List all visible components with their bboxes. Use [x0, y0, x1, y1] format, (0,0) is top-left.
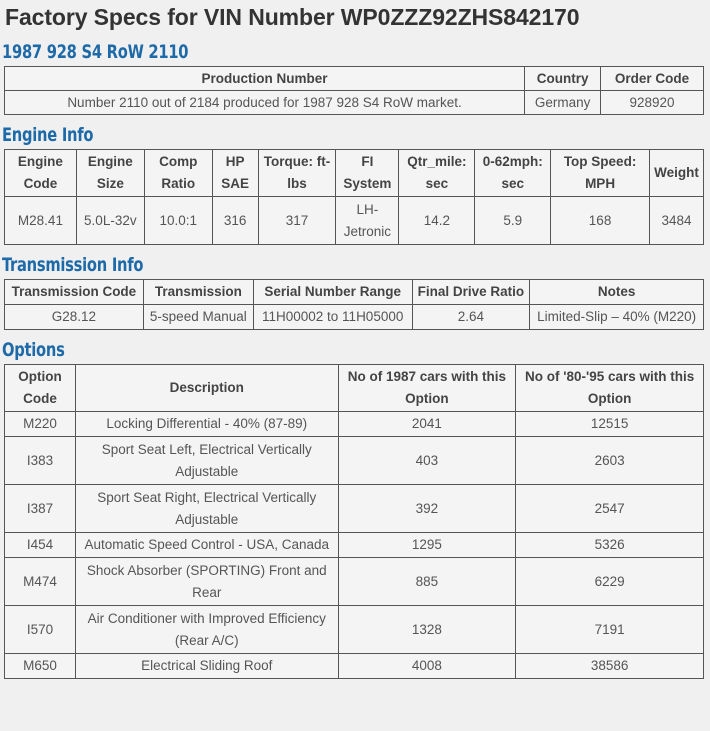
production-number: Number 2110 out of 2184 produced for 1987 928 S4 RoW market. — [5, 91, 525, 115]
header-zero-to-62: 0-62mph: sec — [475, 150, 551, 197]
option-count-80-95: 38586 — [516, 654, 704, 679]
header-count-80-95: No of '80-'95 cars with this Option — [516, 365, 704, 412]
torque: 317 — [258, 197, 336, 245]
option-description: Sport Seat Left, Electrical Vertically Adjustable — [75, 437, 338, 485]
serial-range: 11H00002 to 11H05000 — [253, 305, 412, 330]
option-count-1987: 392 — [338, 485, 516, 533]
zero-to-62: 5.9 — [475, 197, 551, 245]
option-count-1987: 885 — [338, 558, 516, 606]
header-qtr-mile: Qtr_mile: sec — [399, 150, 475, 197]
final-drive: 2.64 — [412, 305, 530, 330]
option-code: I454 — [5, 533, 76, 558]
option-code: M650 — [5, 654, 76, 679]
header-final-drive: Final Drive Ratio — [412, 280, 530, 305]
option-count-1987: 1295 — [338, 533, 516, 558]
header-count-1987: No of 1987 cars with this Option — [338, 365, 516, 412]
transmission-header-row — [5, 280, 704, 305]
header-hp-sae: HP SAE — [212, 150, 258, 197]
header-fi-system: FI System — [336, 150, 399, 197]
transmission-code: G28.12 — [5, 305, 144, 330]
hp-sae: 316 — [212, 197, 258, 245]
table-row — [5, 654, 704, 679]
option-code: M474 — [5, 558, 76, 606]
header-notes: Notes — [530, 280, 704, 305]
header-order-code: Order Code — [601, 67, 704, 91]
option-code: I387 — [5, 485, 76, 533]
option-description: Shock Absorber (SPORTING) Front and Rear — [75, 558, 338, 606]
header-production-number: Production Number — [5, 67, 525, 91]
notes: Limited-Slip – 40% (M220) — [530, 305, 704, 330]
header-engine-size: Engine Size — [76, 150, 144, 197]
option-count-1987: 4008 — [338, 654, 516, 679]
option-description: Air Conditioner with Improved Efficiency (Rear A/C) — [75, 606, 338, 654]
engine-table — [4, 149, 704, 245]
country: Germany — [525, 91, 601, 115]
option-description: Locking Differential - 40% (87-89) — [75, 412, 338, 437]
weight: 3484 — [649, 197, 703, 245]
option-count-1987: 403 — [338, 437, 516, 485]
option-description: Sport Seat Right, Electrical Vertically Adjustable — [75, 485, 338, 533]
header-country: Country — [525, 67, 601, 91]
table-row — [5, 558, 704, 606]
options-heading: Options — [2, 339, 65, 361]
fi-system: LH-Jetronic — [336, 197, 399, 245]
order-code: 928920 — [601, 91, 704, 115]
engine-code: M28.41 — [5, 197, 77, 245]
table-row — [5, 305, 704, 330]
table-row — [5, 197, 704, 245]
header-transmission-code: Transmission Code — [5, 280, 144, 305]
option-code: I570 — [5, 606, 76, 654]
option-count-80-95: 6229 — [516, 558, 704, 606]
header-comp-ratio: Comp Ratio — [144, 150, 212, 197]
header-top-speed: Top Speed: MPH — [551, 150, 650, 197]
option-code: M220 — [5, 412, 76, 437]
header-serial-range: Serial Number Range — [253, 280, 412, 305]
options-table — [4, 364, 704, 679]
option-count-80-95: 2547 — [516, 485, 704, 533]
engine-heading: Engine Info — [2, 124, 94, 146]
engine-size: 5.0L-32v — [76, 197, 144, 245]
header-option-code: Option Code — [5, 365, 76, 412]
table-row — [5, 437, 704, 485]
option-count-80-95: 12515 — [516, 412, 704, 437]
table-row — [5, 533, 704, 558]
transmission-table — [4, 279, 704, 330]
table-row — [5, 91, 704, 115]
engine-header-row — [5, 150, 704, 197]
header-transmission: Transmission — [143, 280, 253, 305]
qtr-mile: 14.2 — [399, 197, 475, 245]
options-header-row — [5, 365, 704, 412]
table-row — [5, 412, 704, 437]
option-count-80-95: 7191 — [516, 606, 704, 654]
transmission-heading: Transmission Info — [2, 254, 144, 276]
comp-ratio: 10.0:1 — [144, 197, 212, 245]
option-count-80-95: 2603 — [516, 437, 704, 485]
option-count-1987: 2041 — [338, 412, 516, 437]
production-header-row — [5, 67, 704, 91]
option-description: Automatic Speed Control - USA, Canada — [75, 533, 338, 558]
model-heading: 1987 928 S4 RoW 2110 — [2, 41, 189, 63]
production-table — [4, 66, 704, 115]
table-row — [5, 606, 704, 654]
option-count-80-95: 5326 — [516, 533, 704, 558]
header-weight: Weight — [649, 150, 703, 197]
top-speed: 168 — [551, 197, 650, 245]
header-engine-code: Engine Code — [5, 150, 77, 197]
option-description: Electrical Sliding Roof — [75, 654, 338, 679]
option-count-1987: 1328 — [338, 606, 516, 654]
header-description: Description — [75, 365, 338, 412]
transmission-type: 5-speed Manual — [143, 305, 253, 330]
page-title: Factory Specs for VIN Number WP0ZZZ92ZHS842170 — [5, 4, 580, 30]
table-row — [5, 485, 704, 533]
header-torque: Torque: ft-lbs — [258, 150, 336, 197]
option-code: I383 — [5, 437, 76, 485]
